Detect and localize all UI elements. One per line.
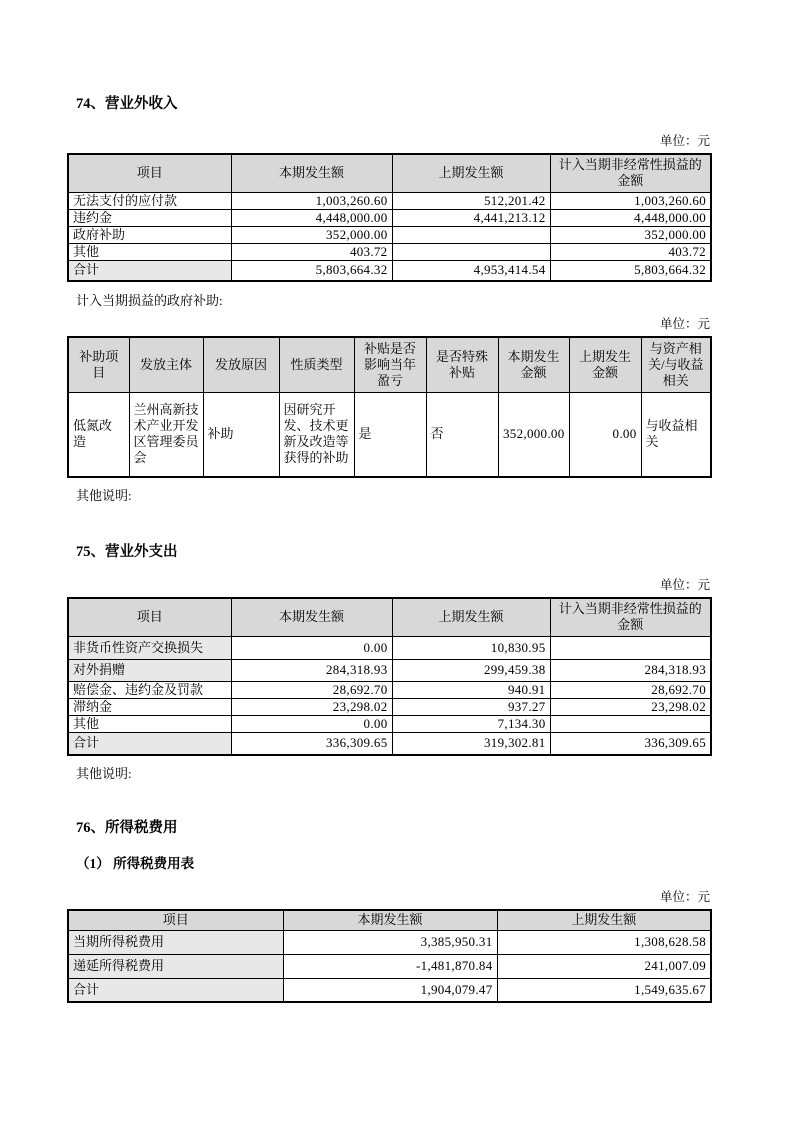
header-prior-period: 上期发生额 [392, 598, 550, 636]
section-75-title: 75、营业外支出 [76, 544, 178, 560]
subsidy-note: 计入当期损益的政府补助: [76, 293, 223, 308]
prior-amount-cell: 1,549,635.67 [497, 978, 711, 1002]
unit-label-74: 单位：元 [659, 134, 710, 148]
item-cell: 非货币性资产交换损失 [68, 636, 231, 659]
item-cell: 赔偿金、违约金及罚款 [68, 681, 231, 698]
prior-amount-cell: 241,007.09 [497, 954, 711, 978]
nonrecurring-amount-cell: 28,692.70 [550, 681, 711, 698]
prior-amount-cell: 4,953,414.54 [392, 260, 550, 281]
nonrecurring-amount-cell: 336,309.65 [550, 732, 711, 755]
header-nonrecurring: 计入当期非经常性损益的金额 [550, 598, 711, 636]
item-cell: 滞纳金 [68, 698, 231, 715]
current-amount-cell: 352,000.00 [498, 392, 569, 477]
affects-profit-loss-cell: 是 [354, 392, 426, 477]
prior-amount-cell: 1,308,628.58 [497, 930, 711, 954]
other-note-74: 其他说明: [76, 488, 132, 503]
nonrecurring-amount-cell: 4,448,000.00 [550, 209, 711, 226]
current-amount-cell: 352,000.00 [231, 226, 392, 243]
government-subsidy-table [67, 336, 712, 478]
current-amount-cell: -1,481,870.84 [283, 954, 497, 978]
section-76-title: 76、所得税费用 [76, 820, 178, 836]
nonrecurring-amount-cell: 1,003,260.60 [550, 192, 711, 209]
total-row [68, 978, 711, 1002]
header-current-period: 本期发生额 [283, 910, 497, 930]
header-subsidy-project: 补助项目 [68, 337, 129, 392]
current-amount-cell: 23,298.02 [231, 698, 392, 715]
header-prior-period: 上期发生额 [392, 154, 550, 192]
subsidy-project-cell: 低氮改造 [68, 392, 129, 477]
income-tax-expense-table [67, 909, 712, 1003]
section-76-subtitle: （1） 所得税费用表 [76, 856, 195, 871]
unit-label-76: 单位：元 [659, 890, 710, 904]
prior-amount-cell: 512,201.42 [392, 192, 550, 209]
table-row [68, 954, 711, 978]
unit-label-subsidy: 单位：元 [659, 317, 710, 331]
table-row [68, 698, 711, 715]
special-subsidy-cell: 否 [426, 392, 498, 477]
table-header-row [68, 910, 711, 930]
prior-amount-cell: 940.91 [392, 681, 550, 698]
nonrecurring-amount-cell: 352,000.00 [550, 226, 711, 243]
table-header-row [68, 337, 711, 392]
item-cell: 对外捐赠 [68, 659, 231, 681]
non-operating-income-table [67, 153, 712, 282]
current-amount-cell: 1,003,260.60 [231, 192, 392, 209]
current-amount-cell: 5,803,664.32 [231, 260, 392, 281]
current-amount-cell: 4,448,000.00 [231, 209, 392, 226]
prior-amount-cell: 0.00 [569, 392, 641, 477]
total-row [68, 260, 711, 281]
current-amount-cell: 403.72 [231, 243, 392, 260]
header-item: 项目 [68, 910, 283, 930]
table-row [68, 243, 711, 260]
asset-income-related-cell: 与收益相关 [641, 392, 711, 477]
nonrecurring-amount-cell: 403.72 [550, 243, 711, 260]
header-nonrecurring: 计入当期非经常性损益的金额 [550, 154, 711, 192]
item-cell: 递延所得税费用 [68, 954, 283, 978]
header-affects-profit-loss: 补贴是否影响当年盈亏 [354, 337, 426, 392]
table-row [68, 192, 711, 209]
item-cell: 合计 [68, 260, 231, 281]
header-prior-amount: 上期发生金额 [569, 337, 641, 392]
item-cell: 当期所得税费用 [68, 930, 283, 954]
header-item: 项目 [68, 154, 231, 192]
table-row [68, 715, 711, 732]
item-cell: 无法支付的应付款 [68, 192, 231, 209]
prior-amount-cell [392, 226, 550, 243]
nonrecurring-amount-cell [550, 636, 711, 659]
item-cell: 其他 [68, 243, 231, 260]
header-asset-income-related: 与资产相关/与收益相关 [641, 337, 711, 392]
prior-amount-cell: 10,830.95 [392, 636, 550, 659]
prior-amount-cell [392, 243, 550, 260]
item-cell: 合计 [68, 732, 231, 755]
prior-amount-cell: 299,459.38 [392, 659, 550, 681]
header-nature-type: 性质类型 [279, 337, 354, 392]
current-amount-cell: 28,692.70 [231, 681, 392, 698]
prior-amount-cell: 319,302.81 [392, 732, 550, 755]
other-note-75: 其他说明: [76, 766, 132, 781]
nonrecurring-amount-cell [550, 715, 711, 732]
total-row [68, 732, 711, 755]
item-cell: 合计 [68, 978, 283, 1002]
current-amount-cell: 3,385,950.31 [283, 930, 497, 954]
current-amount-cell: 284,318.93 [231, 659, 392, 681]
table-row [68, 659, 711, 681]
table-row [68, 226, 711, 243]
unit-label-75: 单位：元 [659, 578, 710, 592]
header-current-period: 本期发生额 [231, 154, 392, 192]
header-grantor: 发放主体 [129, 337, 203, 392]
table-row [68, 636, 711, 659]
nonrecurring-amount-cell: 5,803,664.32 [550, 260, 711, 281]
header-item: 项目 [68, 598, 231, 636]
table-row [68, 930, 711, 954]
nonrecurring-amount-cell: 284,318.93 [550, 659, 711, 681]
item-cell: 违约金 [68, 209, 231, 226]
table-row [68, 681, 711, 698]
prior-amount-cell: 4,441,213.12 [392, 209, 550, 226]
header-current-period: 本期发生额 [231, 598, 392, 636]
item-cell: 政府补助 [68, 226, 231, 243]
current-amount-cell: 0.00 [231, 715, 392, 732]
table-header-row [68, 598, 711, 636]
current-amount-cell: 0.00 [231, 636, 392, 659]
header-special-subsidy: 是否特殊补贴 [426, 337, 498, 392]
table-row [68, 209, 711, 226]
non-operating-expense-table [67, 597, 712, 756]
grantor-cell: 兰州高新技术产业开发区管理委员会 [129, 392, 203, 477]
prior-amount-cell: 7,134.30 [392, 715, 550, 732]
nature-type-cell: 因研究开发、技术更新及改造等获得的补助 [279, 392, 354, 477]
current-amount-cell: 336,309.65 [231, 732, 392, 755]
subsidy-row [68, 392, 711, 477]
grant-reason-cell: 补助 [203, 392, 279, 477]
section-74-title: 74、营业外收入 [76, 96, 178, 112]
header-grant-reason: 发放原因 [203, 337, 279, 392]
current-amount-cell: 1,904,079.47 [283, 978, 497, 1002]
header-current-amount: 本期发生金额 [498, 337, 569, 392]
header-prior-period: 上期发生额 [497, 910, 711, 930]
item-cell: 其他 [68, 715, 231, 732]
nonrecurring-amount-cell: 23,298.02 [550, 698, 711, 715]
table-header-row [68, 154, 711, 192]
prior-amount-cell: 937.27 [392, 698, 550, 715]
